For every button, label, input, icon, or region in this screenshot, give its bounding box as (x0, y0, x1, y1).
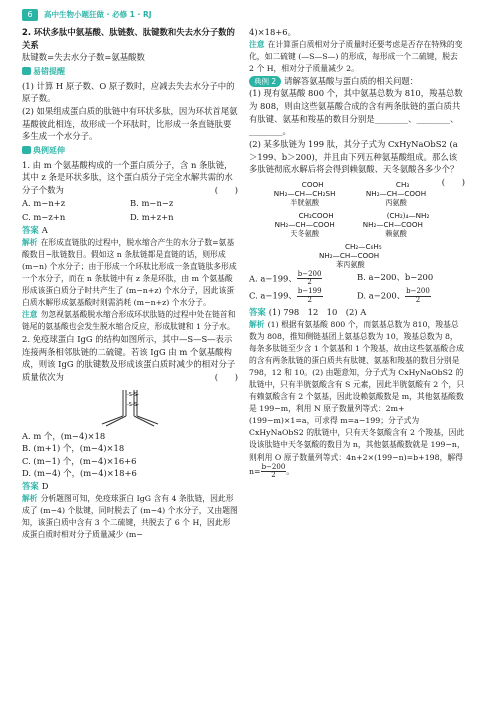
q2-note: 注意 在计算蛋白质相对分子质量时还要考虑是否存在特殊的变化，如二硫键 (—S—S—) 的形成，每形成一个二硫键，脱去 2 个 H，相对分子质量减少 2。 (249, 39, 463, 73)
q1-option-b: B. m−n−z (130, 197, 174, 208)
section-heading: 2. 环状多肽中氨基酸、肽链数、肽键数和失去水分子数的关系 (22, 27, 235, 50)
example-2-analysis: 解析 (1) 根据有氨基酸 800 个，而氨基总数为 810，羧基总数为 808，推知侧链基团上氨基总数为 10，羧基总数为 8，每条多肽链至少含 1 个氨基和 1 个羧基，故由这些氨基酸合成的含有两条肽链的蛋白质共有肽键、氨基和羧基的数目分别是 798，12 和 10。(2) 由题意知，分子式为 CxHyNaObS2 的肽链中，只有半胱氨酸含有 S 元素，因此半胱氨酸有 2 个，只有赖氨酸含有 2 个氨基，因此设赖氨酸数是 m，其他氨基酸数是 199−m，利用 N 原子数量列等式：2m+(199−m)×1=a，可求得 m=a−199；分子式为 CxHyNaObS2 的肽链中，只有天冬氨酸含有 2 个羧基，因此设该肽链中天冬氨酸的数目为 n，其他氨基酸数就是 199−n，则利用 O 原子数量列等式：4n+2×(199−n)=b+198，解得 n= $\frac{b-200}{2}$ 。 (249, 319, 465, 479)
q1-option-a: A. m−n+z (22, 197, 66, 208)
q1-option-c: C. m−z+n (22, 212, 66, 223)
left-column (22, 26, 238, 541)
q2-analysis-cont: 4)×18+6。 (249, 27, 296, 37)
q2-answer: 答案 D (22, 481, 49, 492)
tip-title: 易错提醒 (22, 66, 238, 78)
q2-analysis: 解析 分析题图可知，免疫球蛋白 IgG 含有 4 条肽链，因此形成了 (m−4) 个肽键，同时脱去了 (m−4) 个水分子，又由题图知，该蛋白质中含有 3 个二硫键，共脱去了 6 个 H，因此形成蛋白质时相对分子质量减少 (m− (22, 493, 238, 539)
q2-option-a: A. m 个，(m−4)×18 (22, 430, 106, 441)
page-header (22, 8, 152, 21)
igg-structure-diagram (90, 386, 170, 428)
example-2-badge: 典例 2 (249, 76, 281, 87)
q2-option-b: B. (m+1) 个，(m−4)×18 (22, 443, 125, 454)
amino-acid-cysteine: COOH NH₂—CH—CH₂SH 半胱氨酸 (273, 179, 336, 207)
amino-acid-alanine: CH₃ NH₂—CH—COOH 丙氨酸 (365, 179, 427, 207)
relation-formula: 肽键数=失去水分子数=氨基酸数 (22, 52, 145, 63)
amino-acid-lysine: (CH₂)₄—NH₂ NH₂—CH—COOH 赖氨酸 (362, 210, 430, 238)
amino-acid-structures (259, 180, 442, 269)
svg-text:-S-S-: -S-S- (127, 391, 139, 398)
example-2-answer: 答案 (1) 798 12 10 (2) A (249, 307, 367, 318)
ex2-option-a: A. a−199、 $\frac{b-200}{2}$ (249, 269, 322, 287)
example-2-sub1: (1) 现有氨基酸 800 个，其中氨基总数为 810，羧基总数为 808，则由这些氨基酸合成的含有两条肽链的蛋白质共有肽键、氨基和羧基的数目分别是________、________、________。 (249, 88, 463, 137)
page-number: 6 (22, 9, 38, 21)
q2-option-d: D. (m−4) 个，(m−4)×18+6 (22, 468, 137, 479)
book-title: 高中生物小题狂做 · 必修 1 · RJ (44, 9, 152, 19)
right-column (249, 26, 465, 479)
q2-options (22, 430, 238, 480)
tip-2: (2) 如果组成蛋白质的肽链中有环状多肽，因为环状首尾氨基酸彼此相连，故形成一个环肽时，比形成一条直链肽要多生成一个水分子。 (22, 106, 238, 142)
amino-acid-aspartate: CH₂COOH NH₂—CH—COOH 天冬氨酸 (274, 210, 335, 238)
example-2-options (249, 271, 465, 304)
q1-option-d: D. m+z+n (130, 212, 174, 223)
q1-analysis: 解析 在形成直链肽的过程中，脱水缩合产生的水分子数=氨基酸数目−肽链数目。假如这 n 条肽链都是直链的话，则形成 (m−n) 个水分子；由于形成一个环肽比形成一条直链肽多形成一个水分子，而在 n 条肽链中有 z 条是环肽，由 m 个氨基酸形成该蛋白质分子时共产生了 (m−n+z) 个水分子，因此该蛋白质水解形成氨基酸时则需消耗 (m−n+z) 个水分子。 (22, 237, 237, 307)
q1-options (22, 197, 238, 224)
q2-stem: 2. 免疫球蛋白 IgG 的结构如图所示，其中—S—S—表示连接两条相邻肽链的二硫键。若该 IgG 由 m 个氨基酸构成，则该 IgG 的肽键数及形成该蛋白质时减少的相对分子质量依次为 ( ) (22, 334, 238, 382)
ex2-option-d: D. a−200、 $\frac{b-200}{2}$ (357, 287, 430, 304)
q1-answer: 答案 A (22, 224, 48, 235)
example-icon (22, 146, 31, 154)
example-title: 典例延伸 (22, 145, 238, 157)
amino-acid-phenylalanine: CH₂—C₆H₅ NH₂—CH—COOH 苯丙氨酸 (319, 241, 382, 269)
q2-option-c: C. (m−1) 个，(m−4)×16+6 (22, 455, 137, 466)
ex2-option-b: B. a−200、b−200 (357, 271, 434, 282)
svg-text:-S-S-: -S-S- (127, 401, 139, 408)
tip-1: (1) 计算 H 原子数、O 原子数时，应减去失去水分子中的原子数。 (22, 80, 235, 104)
tip-icon (22, 67, 31, 75)
q1-stem: 1. 由 m 个氨基酸构成的一个蛋白质分子，含 n 条肽链，其中 z 条是环状多肽，这个蛋白质分子完全水解共需的水分子个数为 ( ) (22, 159, 238, 196)
q1-note: 注意 勿忽视氨基酸脱水缩合形成环状肽链的过程中处在链首和链尾的氨基酸也会发生脱水缩合反应，形成肽键和 1 分子水。 (22, 310, 236, 332)
example-2-stem: 典例 2 请解答氨基酸与蛋白质的相关问题： (249, 75, 465, 88)
example-2-sub2: (2) 某多肽链为 199 肽，其分子式为 CxHyNaObS2 (a＞199、b＞200)，并且由下列五种氨基酸组成。那么该多肽链彻底水解后将会得到赖氨酸、天冬氨酸各多少个？ ( ) (249, 138, 465, 187)
ex2-option-c: C. a−199、 $\frac{b-199}{2}$ (249, 287, 322, 304)
